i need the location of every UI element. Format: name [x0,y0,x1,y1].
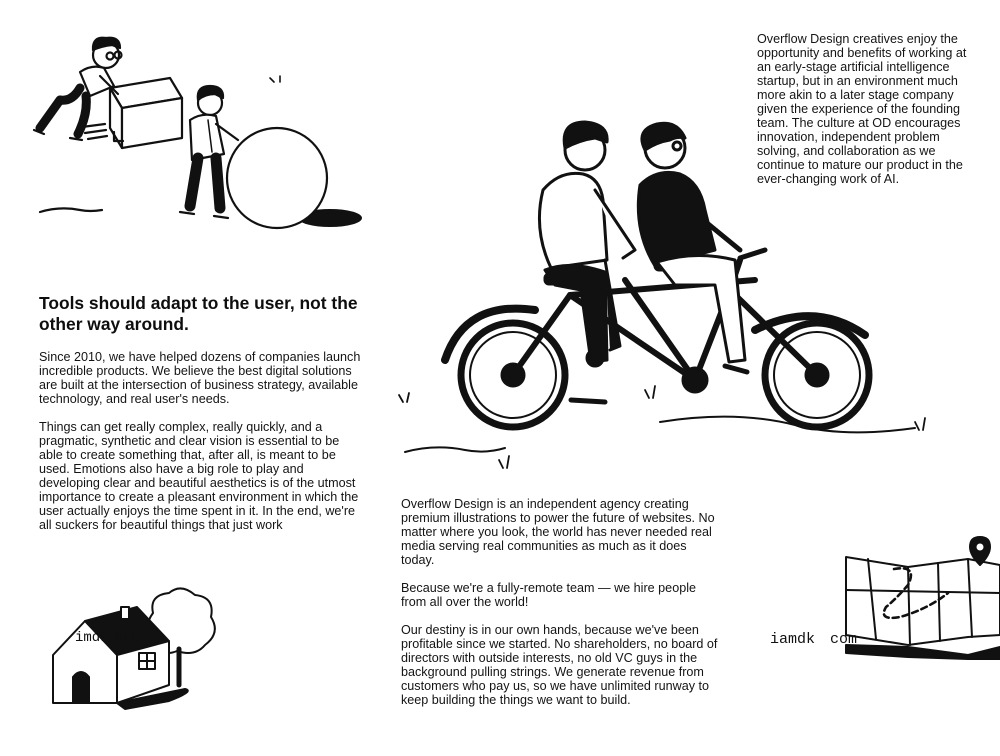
center-paragraph-2: Because we're a fully-remote team — we hire people from all over the world! [401,581,696,609]
top-right-text-block [757,32,967,186]
left-paragraph-1: Since 2010, we have helped dozens of companies launch incredible products. We believe the best digital solutions are built at the intersection of business strategy, available technology, and real user's needs. [39,350,361,406]
people-pushing-box-and-ball-illustration [30,30,370,230]
folded-map-with-pin-illustration [768,535,1000,660]
left-text-block [39,350,361,532]
map-watermark: iamdk com [770,631,858,648]
center-text-block [401,497,723,707]
section-heading: Tools should adapt to the user, not the other way around. [39,293,358,334]
left-paragraph-2: Things can get really complex, really quickly, and a pragmatic, synthetic and clear vision is essential to be able to create something that, after all, is meant to be used. Emotions also have a big role to play and developing clear and beautiful aesthetics is of the utmost importance to create a pleasant environment in which the user actually enjoys the time spent in it. In the end, we're all suckers for beautiful things that just work [39,420,359,532]
house-and-tree-illustration [45,585,225,715]
house-watermark: imdk ofu [75,630,140,646]
center-paragraph-3: Our destiny is in our own hands, because we've been profitable since we started. No shareholders, no board of directors with outside interests, no old VC guys in the background pulling strings. We generate revenue from customers who pay us, so we have unlimited runway to keep building the things we want to build. [401,623,718,707]
top-right-paragraph: Overflow Design creatives enjoy the opportunity and benefits of working at an early-stage artificial intelligence startup, but in an environment much more akin to a later stage company given the experience of the founding team. The culture at OD encourages innovation, independent problem solving, and collaboration as we continue to mature our product in the ever-changing work of AI. [757,32,967,186]
center-paragraph-1: Overflow Design is an independent agency creating premium illustrations to power the future of websites. No matter where you look, the world has never needed real media serving real communities as much as it does today. [401,497,715,567]
